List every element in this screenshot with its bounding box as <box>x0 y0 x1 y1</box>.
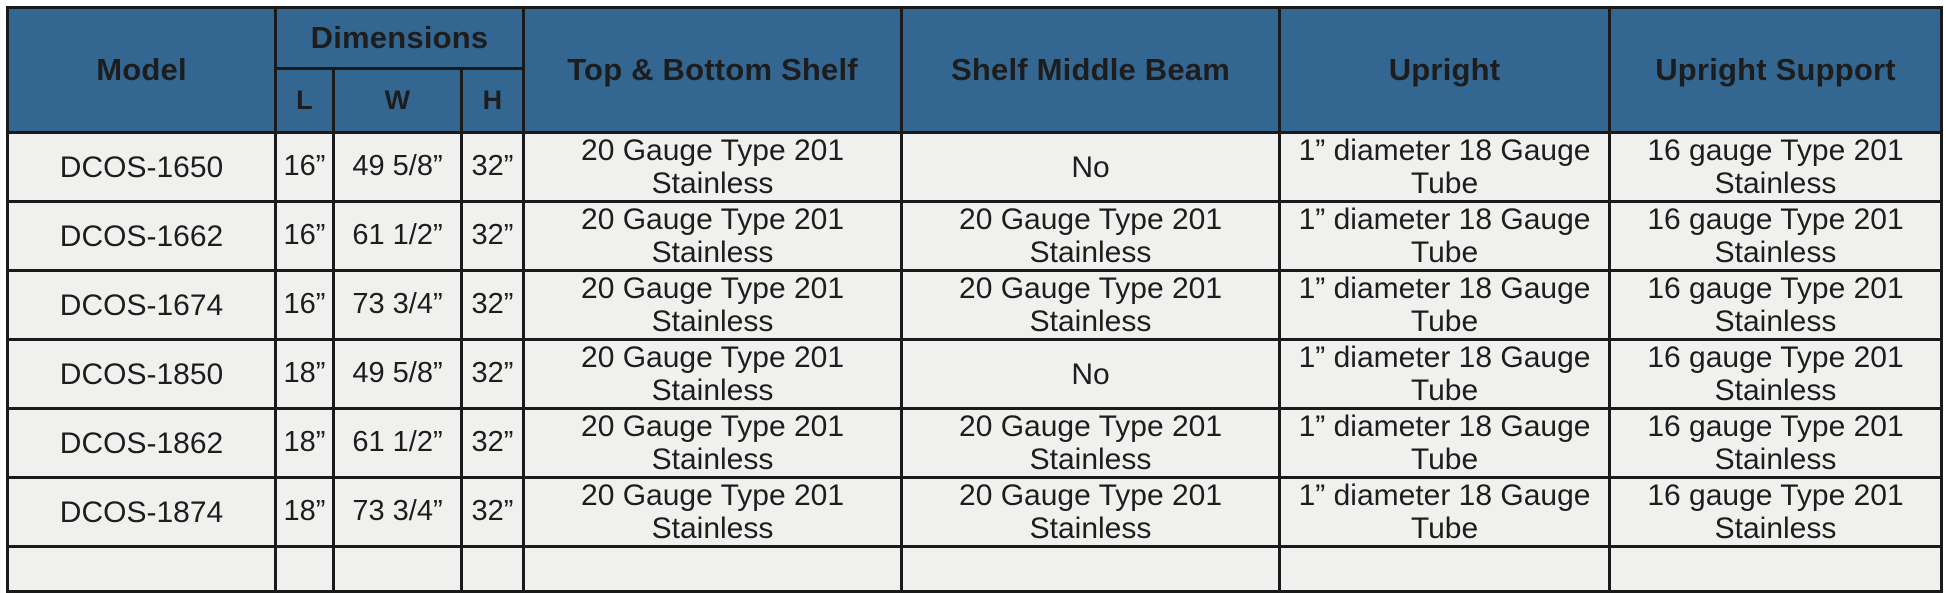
cell-model: DCOS-1662 <box>8 202 276 271</box>
cell-upright-support: 16 gauge Type 201 Stainless <box>1610 271 1942 340</box>
cell-model: DCOS-1874 <box>8 478 276 547</box>
cell-height: 32” <box>462 409 524 478</box>
cell-length: 18” <box>276 340 334 409</box>
specification-table <box>6 6 1943 593</box>
cell-top-bottom-shelf: 20 Gauge Type 201 Stainless <box>524 133 902 202</box>
cell-model: DCOS-1850 <box>8 340 276 409</box>
spacer-cell <box>902 547 1280 592</box>
cell-shelf-middle-beam: 20 Gauge Type 201 Stainless <box>902 271 1280 340</box>
table-header-row-primary <box>8 8 1942 69</box>
cell-width: 61 1/2” <box>334 409 462 478</box>
table-row <box>8 478 1942 547</box>
cell-shelf-middle-beam: 20 Gauge Type 201 Stainless <box>902 202 1280 271</box>
cell-shelf-middle-beam: 20 Gauge Type 201 Stainless <box>902 409 1280 478</box>
cell-upright: 1” diameter 18 Gauge Tube <box>1280 271 1610 340</box>
column-header-shelf-middle-beam: Shelf Middle Beam <box>902 8 1280 133</box>
table-header <box>8 8 1942 133</box>
column-header-upright-support: Upright Support <box>1610 8 1942 133</box>
cell-upright: 1” diameter 18 Gauge Tube <box>1280 478 1610 547</box>
cell-height: 32” <box>462 202 524 271</box>
column-header-model: Model <box>8 8 276 133</box>
cell-upright-support: 16 gauge Type 201 Stainless <box>1610 340 1942 409</box>
cell-length: 16” <box>276 202 334 271</box>
cell-model: DCOS-1650 <box>8 133 276 202</box>
cell-height: 32” <box>462 340 524 409</box>
cell-upright: 1” diameter 18 Gauge Tube <box>1280 409 1610 478</box>
cell-model: DCOS-1862 <box>8 409 276 478</box>
column-header-width: W <box>334 69 462 133</box>
cell-width: 61 1/2” <box>334 202 462 271</box>
cell-top-bottom-shelf: 20 Gauge Type 201 Stainless <box>524 271 902 340</box>
cell-model: DCOS-1674 <box>8 271 276 340</box>
spacer-cell <box>524 547 902 592</box>
spacer-cell <box>462 547 524 592</box>
cell-length: 16” <box>276 271 334 340</box>
table-row <box>8 409 1942 478</box>
cell-width: 73 3/4” <box>334 478 462 547</box>
cell-height: 32” <box>462 478 524 547</box>
spacer-cell <box>334 547 462 592</box>
cell-width: 49 5/8” <box>334 133 462 202</box>
table-row <box>8 133 1942 202</box>
cell-upright-support: 16 gauge Type 201 Stainless <box>1610 133 1942 202</box>
cell-top-bottom-shelf: 20 Gauge Type 201 Stainless <box>524 340 902 409</box>
cell-shelf-middle-beam: No <box>902 340 1280 409</box>
spacer-cell <box>1610 547 1942 592</box>
column-header-length: L <box>276 69 334 133</box>
column-header-dimensions-group: Dimensions <box>276 8 524 69</box>
cell-top-bottom-shelf: 20 Gauge Type 201 Stainless <box>524 478 902 547</box>
column-header-upright: Upright <box>1280 8 1610 133</box>
cell-upright-support: 16 gauge Type 201 Stainless <box>1610 409 1942 478</box>
cell-length: 18” <box>276 409 334 478</box>
cell-width: 49 5/8” <box>334 340 462 409</box>
cell-top-bottom-shelf: 20 Gauge Type 201 Stainless <box>524 202 902 271</box>
cell-shelf-middle-beam: No <box>902 133 1280 202</box>
cell-upright: 1” diameter 18 Gauge Tube <box>1280 133 1610 202</box>
cell-upright: 1” diameter 18 Gauge Tube <box>1280 340 1610 409</box>
cell-length: 18” <box>276 478 334 547</box>
table-row <box>8 271 1942 340</box>
cell-top-bottom-shelf: 20 Gauge Type 201 Stainless <box>524 409 902 478</box>
cell-upright-support: 16 gauge Type 201 Stainless <box>1610 202 1942 271</box>
cell-shelf-middle-beam: 20 Gauge Type 201 Stainless <box>902 478 1280 547</box>
cell-height: 32” <box>462 133 524 202</box>
table-row <box>8 202 1942 271</box>
spacer-cell <box>8 547 276 592</box>
cell-height: 32” <box>462 271 524 340</box>
cell-upright: 1” diameter 18 Gauge Tube <box>1280 202 1610 271</box>
column-header-height: H <box>462 69 524 133</box>
column-header-top-bottom-shelf: Top & Bottom Shelf <box>524 8 902 133</box>
spacer-cell <box>1280 547 1610 592</box>
cell-upright-support: 16 gauge Type 201 Stainless <box>1610 478 1942 547</box>
table-row <box>8 340 1942 409</box>
table-body <box>8 133 1942 592</box>
cell-width: 73 3/4” <box>334 271 462 340</box>
table-row-spacer <box>8 547 1942 592</box>
cell-length: 16” <box>276 133 334 202</box>
spacer-cell <box>276 547 334 592</box>
